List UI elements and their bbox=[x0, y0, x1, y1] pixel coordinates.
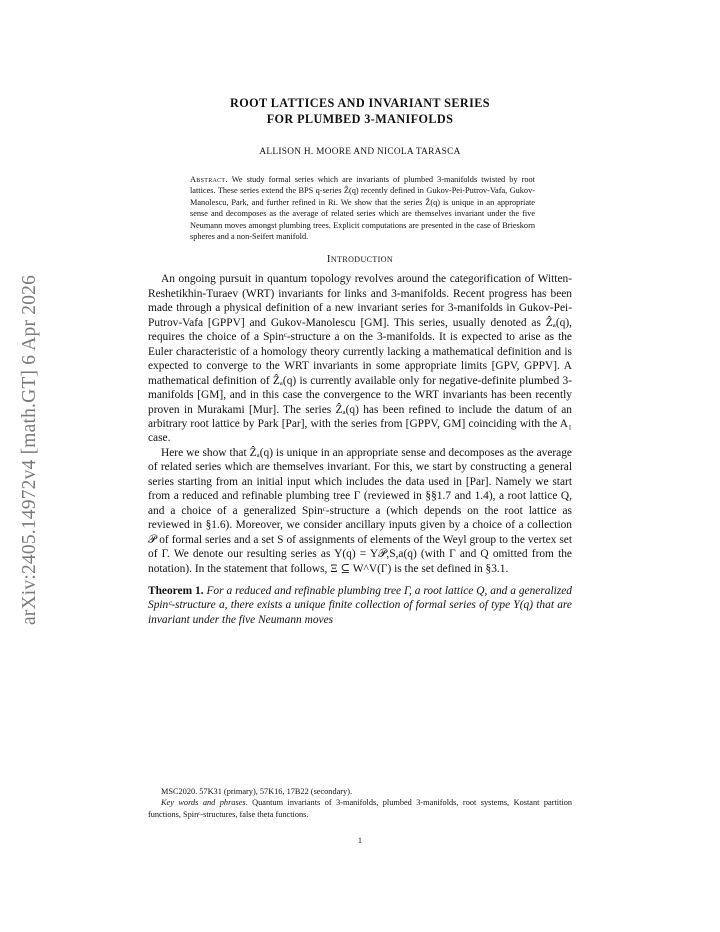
arxiv-identifier-stamp bbox=[10, 250, 50, 650]
title-line-1: ROOT LATTICES AND INVARIANT SERIES bbox=[230, 96, 490, 110]
abstract bbox=[190, 174, 535, 242]
abstract-label: Abstract. bbox=[190, 175, 228, 184]
keywords-label: Key words and phrases. bbox=[161, 798, 248, 808]
intro-paragraph-2: Here we show that Ẑₐ(q) is unique in an appropriate sense and decomposes as the average of related series which are themselves invariant. For this, we start by constructing a general series starting from an initial input which includes the data used in [Par]. Namely we start from a reduced and refinable plumbing tree Γ (reviewed in §§1.7 and 1.4), a root lattice Q, and a choice of a generalized Spinᶜ-structure a (which depends on the root lattice as reviewed in §1.6). Moreover, we consider ancillary inputs given by a choice of a collection 𝒫 of formal series and a set S of assignments of elements of the Weyl group to the vertex set of Γ. We denote our resulting series as Y(q) = Y𝒫,S,a(q) (with Γ and Q omitted from the notation). In the statement that follows, Ξ ⊆ W^V(Γ) is the set defined in §3.1. bbox=[148, 446, 572, 575]
paper-first-page bbox=[148, 95, 572, 627]
section-heading-introduction: Introduction bbox=[326, 253, 394, 266]
keywords-text: Quantum invariants of 3-manifolds, plumbed 3-manifolds, root systems, Kostant partition functions, Spinᶜ-structures, false theta functions. bbox=[148, 798, 573, 819]
theorem-text: For a reduced and refinable plumbing tree Γ, a root lattice Q, and a generalized Spinᶜ-structure a, there exists a unique finite collection of formal series of type Y(q) that are invariant under the five Neumann moves bbox=[148, 584, 573, 626]
arxiv-identifier-text: arXiv:2405.14972v4 [math.GT] 6 Apr 2026 bbox=[19, 274, 40, 626]
keywords bbox=[148, 797, 572, 820]
theorem-label: Theorem 1. bbox=[148, 584, 204, 597]
author-list: ALLISON H. MOORE AND NICOLA TARASCA bbox=[259, 147, 461, 157]
footnotes bbox=[148, 786, 572, 820]
intro-paragraph-1: An ongoing pursuit in quantum topology revolves around the categorification of Witten-Reshetikhin-Turaev (WRT) invariants for links and 3-manifolds. Recent progress has been made through a physical definition of a new invariant series for 3-manifolds in Gukov-Pei-Putrov-Vafa [GPPV] and Gukov-Manolescu [GM]. This series, usually denoted as Ẑₐ(q), requires the choice of a Spinᶜ-structure a on the 3-manifolds. It is expected to arise as the Euler characteristic of a homology theory currently lacking a mathematical definition and is expected to converge to the WRT invariants in some appropriate limits [GPV, GPPV]. A mathematical definition of Ẑₐ(q) is currently available only for negative-definite plumbed 3-manifolds [GM], and in this case the convergence to the WRT invariants has been recently proven in Murakami [Mur]. The series Ẑₐ(q) has been refined to include the datum of an arbitrary root lattice by Park [Par], with the series from [GPPV, GM] coinciding with the A₁ case. bbox=[148, 273, 572, 445]
theorem-1 bbox=[148, 584, 572, 627]
title-line-2: FOR PLUMBED 3-MANIFOLDS bbox=[266, 112, 454, 126]
abstract-text: We study formal series which are invariants of plumbed 3-manifolds twisted by root lattices. These series extend the BPS q-series Ẑ(q) recently defined in Gukov-Pei-Putrov-Vafa, Gukov-Manolescu, Park, and further refined in Ri. We show that the series Ẑ(q) is unique in an appropriate sense and decomposes as the average of related series which are themselves invariant under the five Neumann moves amongst plumbing trees. Explicit computations are presented in the case of Brieskorn spheres and a non-Seifert manifold. bbox=[190, 175, 535, 242]
page-number: 1 bbox=[357, 836, 363, 845]
msc-classification: MSC2020. 57K31 (primary), 57K16, 17B22 (secondary). bbox=[161, 787, 353, 796]
paper-title bbox=[148, 95, 572, 127]
